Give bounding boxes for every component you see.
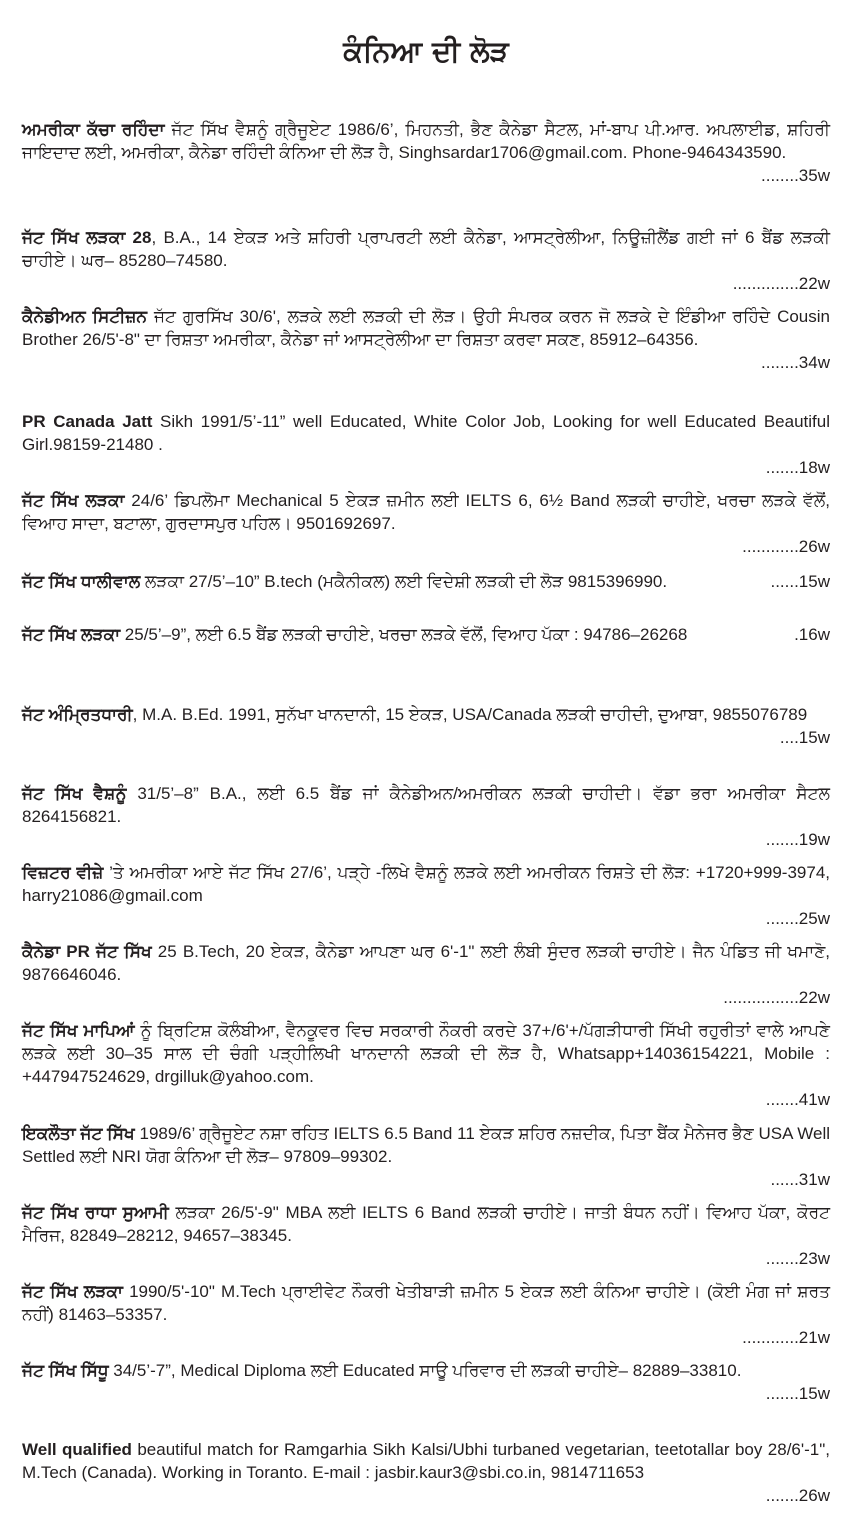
matrimonial-ad [22, 782, 830, 851]
matrimonial-ad [22, 1201, 830, 1270]
ad-body: , M.A. B.Ed. 1991, ਸੁਨੱਖਾ ਖਾਨਦਾਨੀ, 15 ਏਕੜ, USA/Canada ਲੜਕੀ ਚਾਹੀਦੀ, ਦੁਆਬਾ, 9855076789 [132, 705, 808, 724]
ad-body: ਨੂੰ ਬ੍ਰਿਟਿਸ਼ ਕੋਲੰਬੀਆ, ਵੈਨਕੂਵਰ ਵਿਚ ਸਰਕਾਰੀ ਨੌਕਰੀ ਕਰਦੇ 37+/6'+/ਪੱਗੜੀਧਾਰੀ ਸਿੱਖੀ ਰਹੁਰੀਤਾਂ ਵਾਲੇ ਆਪਣੇ ਲੜਕੇ ਲਈ 30–35 ਸਾਲ ਦੀ ਚੰਗੀ ਪੜ੍ਹੀਲਿਖੀ ਖਾਨਦਾਨੀ ਲੜਕੀ ਦੀ ਲੋੜ ਹੈ, Whatsapp+14036154221, Mobile : +447947524629, drgilluk@yahoo.com. [22, 1021, 830, 1086]
ad-lead: ਜੱਟ ਸਿੱਖ ਸਿੱਧੂ [22, 1361, 109, 1380]
matrimonial-ad [22, 226, 830, 295]
ad-body: 1989/6’ ਗ੍ਰੈਜੂਏਟ ਨਸ਼ਾ ਰਹਿਤ IELTS 6.5 Band 11 ਏਕੜ ਸ਼ਹਿਰ ਨਜ਼ਦੀਕ, ਪਿਤਾ ਬੈਂਕ ਮੈਨੇਜਰ ਭੈਣ USA Well Settled ਲਈ NRI ਯੋਗ ਕੰਨਿਆ ਦੀ ਲੋੜ– 97809–99302. [22, 1124, 830, 1166]
ad-lead: ਜੱਟ ਸਿੱਖ ਮਾਪਿਆਂ [22, 1021, 135, 1040]
matrimonial-ad [22, 1122, 830, 1191]
matrimonial-ad [22, 570, 830, 593]
ad-lead: ਵਿਜ਼ਟਰ ਵੀਜ਼ੇ [22, 863, 104, 882]
matrimonial-ad [22, 489, 830, 558]
page-title: ਕੰਨਿਆ ਦੀ ਲੋੜ [343, 34, 509, 68]
ad-word-count: ............26w [742, 537, 830, 556]
ad-word-count: ........35w [761, 166, 830, 185]
matrimonial-ad [22, 861, 830, 930]
ad-word-count: ..............22w [732, 274, 830, 293]
ad-body: 25/5’–9”, ਲਈ 6.5 ਬੈਂਡ ਲੜਕੀ ਚਾਹੀਏ, ਖਰਚਾ ਲੜਕੇ ਵੱਲੋਂ, ਵਿਆਹ ਪੱਕਾ : 94786–26268 [120, 625, 688, 644]
ad-body: ਲੜਕਾ 26/5'-9" MBA ਲਈ IELTS 6 Band ਲੜਕੀ ਚਾਹੀਏ। ਜਾਤੀ ਬੰਧਨ ਨਹੀਂ। ਵਿਆਹ ਪੱਕਾ, ਕੋਰਟ ਮੈਰਿਜ, 82849–28212, 94657–38345. [22, 1203, 831, 1245]
ad-word-count: .16w [794, 625, 830, 644]
ad-word-count: .......19w [765, 830, 830, 849]
ad-lead: ਜੱਟ ਸਿੱਖ ਰਾਧਾ ਸੁਆਮੀ [22, 1203, 169, 1222]
ad-lead: ਕੈਨੇਡੀਅਨ ਸਿਟੀਜ਼ਨ [22, 307, 148, 326]
ad-body: ’ਤੇ ਅਮਰੀਕਾ ਆਏ ਜੱਟ ਸਿੱਖ 27/6’, ਪੜ੍ਹੇ -ਲਿਖੇ ਵੈਸ਼ਨੂੰ ਲੜਕੇ ਲਈ ਅਮਰੀਕਨ ਰਿਸ਼ਤੇ ਦੀ ਲੋੜ: +1720+999-3974, harry21086@gmail.com [22, 863, 831, 905]
ad-body: ਜੱਟ ਸਿੱਖ ਵੈਸ਼ਨੂੰ ਗ੍ਰੈਜੂਏਟ 1986/6’, ਮਿਹਨਤੀ, ਭੈਣ ਕੈਨੇਡਾ ਸੈਟਲ, ਮਾਂ-ਬਾਪ ਪੀ.ਆਰ. ਅਪਲਾਈਡ, ਸ਼ਹਿਰੀ ਜਾਇਦਾਦ ਲਈ, ਅਮਰੀਕਾ, ਕੈਨੇਡਾ ਰਹਿੰਦੀ ਕੰਨਿਆ ਦੀ ਲੋੜ ਹੈ, Singhsardar1706@gmail.com. Phone-9464343590. [22, 120, 830, 162]
ad-body: 31/5’–8” B.A., ਲਈ 6.5 ਬੈਂਡ ਜਾਂ ਕੈਨੇਡੀਅਨ/ਅਮਰੀਕਨ ਲੜਕੀ ਚਾਹੀਦੀ। ਵੱਡਾ ਭਰਾ ਅਮਰੀਕਾ ਸੈਟਲ 8264156821. [22, 784, 830, 826]
ad-word-count: .......41w [765, 1090, 830, 1109]
ad-body: 34/5’-7”, Medical Diploma ਲਈ Educated ਸਾਊ ਪਰਿਵਾਰ ਦੀ ਲੜਕੀ ਚਾਹੀਏ– 82889–33810. [108, 1361, 742, 1380]
ad-lead: ਇਕਲੌਤਾ ਜੱਟ ਸਿੱਖ [22, 1124, 135, 1143]
ad-word-count: ........34w [761, 353, 830, 372]
matrimonial-ad [22, 1280, 830, 1349]
ad-word-count: ............21w [742, 1328, 830, 1347]
ad-lead: ਜੱਟ ਸਿੱਖ ਲੜਕਾ [22, 491, 125, 510]
ad-lead: Well qualified [22, 1440, 132, 1459]
ad-body: , B.A., 14 ਏਕੜ ਅਤੇ ਸ਼ਹਿਰੀ ਪ੍ਰਾਪਰਟੀ ਲਈ ਕੈਨੇਡਾ, ਆਸਟ੍ਰੇਲੀਆ, ਨਿਊਜ਼ੀਲੈਂਡ ਗਈ ਜਾਂ 6 ਬੈਂਡ ਲੜਕੀ ਚਾਹੀਏ। ਘਰ– 85280–74580. [22, 228, 830, 270]
ad-word-count: .......26w [765, 1486, 830, 1505]
ad-body: ਜੱਟ ਗੁਰਸਿੱਖ 30/6', ਲੜਕੇ ਲਈ ਲੜਕੀ ਦੀ ਲੋੜ। ਉਹੀ ਸੰਪਰਕ ਕਰਨ ਜੋ ਲੜਕੇ ਦੇ ਇੰਡੀਆ ਰਹਿੰਦੇ Cousin Brother 26/5'-8" ਦਾ ਰਿਸ਼ਤਾ ਅਮਰੀਕਾ, ਕੈਨੇਡਾ ਜਾਂ ਆਸਟ੍ਰੇਲੀਆ ਦਾ ਰਿਸ਼ਤਾ ਕਰਵਾ ਸਕਣ, 85912–64356. [22, 307, 830, 349]
ad-word-count: ................22w [723, 988, 830, 1007]
ad-word-count: .......18w [765, 458, 830, 477]
ad-word-count: ......15w [770, 572, 830, 591]
matrimonial-ad [22, 1438, 830, 1507]
ad-lead: ਜੱਟ ਅੰਮ੍ਰਿਤਧਾਰੀ [22, 705, 133, 724]
ad-lead: ਜੱਟ ਸਿੱਖ ਵੈਸ਼ਨੂੰ [22, 784, 127, 803]
ad-lead: ਅਮਰੀਕਾ ਕੱਚਾ ਰਹਿੰਦਾ [22, 120, 165, 139]
ad-lead: ਕੈਨੇਡਾ PR ਜੱਟ ਸਿੱਖ [22, 942, 152, 961]
ad-word-count: .......15w [765, 1384, 830, 1403]
ad-body: 1990/5'-10" M.Tech ਪ੍ਰਾਈਵੇਟ ਨੌਕਰੀ ਖੇਤੀਬਾੜੀ ਜ਼ਮੀਨ 5 ਏਕੜ ਲਈ ਕੰਨਿਆ ਚਾਹੀਏ। (ਕੋਈ ਮੰਗ ਜਾਂ ਸ਼ਰਤ ਨਹੀਂ) 81463–53357. [22, 1282, 830, 1324]
ad-word-count: .......25w [765, 909, 830, 928]
ad-lead: ਜੱਟ ਸਿੱਖ ਧਾਲੀਵਾਲ [22, 572, 141, 591]
matrimonial-ad [22, 1359, 830, 1405]
matrimonial-ad [22, 118, 830, 187]
ad-word-count: .......23w [765, 1249, 830, 1268]
matrimonial-ad [22, 623, 830, 646]
ad-lead: PR Canada Jatt [22, 412, 153, 431]
ad-body: beautiful match for Ramgarhia Sikh Kalsi/Ubhi turbaned vegetarian, teetotallar boy 28/6'-1", M.Tech (Canada). Working in Toranto. E-mail : jasbir.kaur3@sbi.co.in, 9814711653 [22, 1440, 830, 1482]
ad-lead: ਜੱਟ ਸਿੱਖ ਲੜਕਾ [22, 625, 121, 644]
ad-lead: ਜੱਟ ਸਿੱਖ ਲੜਕਾ [22, 1282, 123, 1301]
matrimonial-ad [22, 305, 830, 374]
matrimonial-ad [22, 1019, 830, 1111]
ad-body: 24/6’ ਡਿਪਲੋਮਾ Mechanical 5 ਏਕੜ ਜ਼ਮੀਨ ਲਈ IELTS 6, 6½ Band ਲੜਕੀ ਚਾਹੀਏ, ਖਰਚਾ ਲੜਕੇ ਵੱਲੋਂ, ਵਿਆਹ ਸਾਦਾ, ਬਟਾਲਾ, ਗੁਰਦਾਸਪੁਰ ਪਹਿਲ। 9501692697. [22, 491, 830, 533]
ad-lead: ਜੱਟ ਸਿੱਖ ਲੜਕਾ 28 [22, 228, 152, 247]
matrimonial-ad [22, 940, 830, 1009]
ad-body: Sikh 1991/5’-11” well Educated, White Color Job, Looking for well Educated Beautiful Girl.98159-21480 . [22, 412, 831, 454]
ad-body: ਲੜਕਾ 27/5’–10” B.tech (ਮਕੈਨੀਕਲ) ਲਈ ਵਿਦੇਸ਼ੀ ਲੜਕੀ ਦੀ ਲੋੜ 9815396990. [140, 572, 668, 591]
matrimonial-ad [22, 703, 830, 749]
ad-body: 25 B.Tech, 20 ਏਕੜ, ਕੈਨੇਡਾ ਆਪਣਾ ਘਰ 6'-1" ਲਈ ਲੰਬੀ ਸੁੰਦਰ ਲੜਕੀ ਚਾਹੀਏ। ਜੈਨ ਪੰਡਿਤ ਜੀ ਖਮਾਣੋ, 9876646046. [22, 942, 830, 984]
ad-word-count: ....15w [779, 728, 830, 747]
ad-word-count: ......31w [770, 1170, 830, 1189]
matrimonial-ad [22, 410, 830, 479]
